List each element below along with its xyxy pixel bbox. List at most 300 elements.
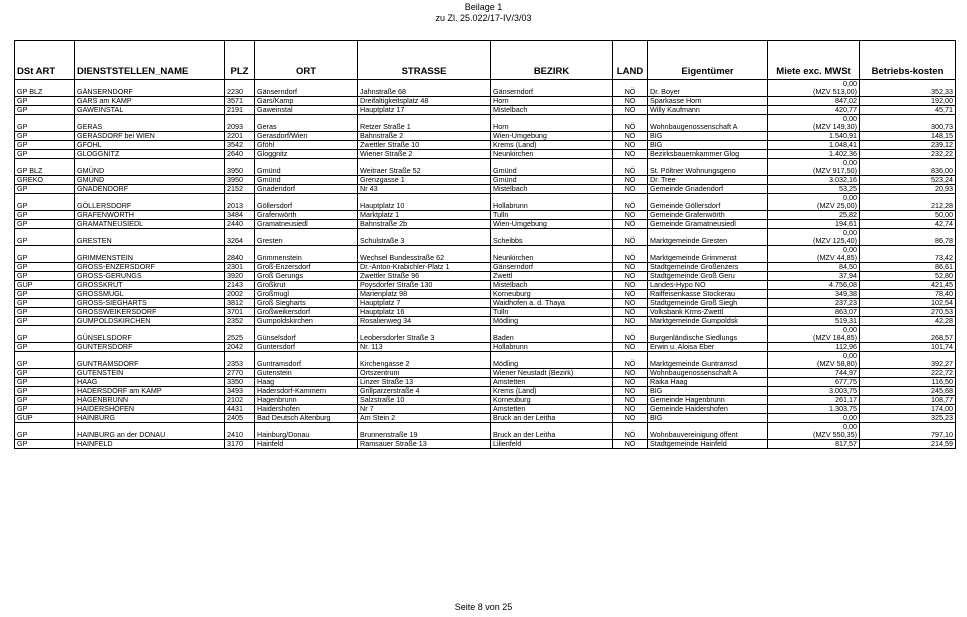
table-row [15,263,956,272]
cell-name: HAINBURG [75,414,225,423]
cell-plz: 2640 [225,150,255,159]
col-header-betriebskosten: Betriebs-kosten [860,41,956,80]
cell-miete-value: (MZV 184,85) [813,333,857,342]
table-row [15,176,956,185]
cell-land: NÖ [613,423,648,440]
cell-eigentuemer: Bezirksbauernkammer Glog [648,150,768,159]
cell-betriebskosten: 78,40 [860,290,956,299]
cell-ort: Gumpoldskirchen [255,317,358,326]
cell-strasse: Nr 43 [358,185,491,194]
cell-miete: 112,96 [768,343,860,352]
cell-miete: 817,57 [768,440,860,449]
table-row [15,132,956,141]
table-row [15,80,956,97]
cell-bezirk: Baden [491,326,613,343]
cell-bezirk: Krems (Land) [491,141,613,150]
cell-miete: 1.303,75 [768,405,860,414]
cell-plz: 2410 [225,423,255,440]
cell-miete-top: 0,00 [843,228,857,237]
cell-land: NÖ [613,290,648,299]
table-row [15,440,956,449]
table-row [15,414,956,423]
cell-miete-value: (MZV 149,30) [813,122,857,131]
cell-strasse: Grenzgasse 1 [358,176,491,185]
cell-strasse: Hauptplatz 17 [358,106,491,115]
cell-strasse: Marienplatz 98 [358,290,491,299]
cell-miete: 0,00 [768,414,860,423]
cell-bezirk: Wiener Neustadt (Bezirk) [491,369,613,378]
cell-bezirk: Wien-Umgebung [491,220,613,229]
cell-betriebskosten: 245,68 [860,387,956,396]
cell-land: NÖ [613,220,648,229]
cell-ort: Grafenwörth [255,211,358,220]
cell-name: GROSSWEIKERSDORF [75,308,225,317]
cell-plz: 2152 [225,185,255,194]
cell-land: NÖ [613,246,648,263]
cell-art: GP [15,326,75,343]
cell-art: GP [15,220,75,229]
cell-plz: 4431 [225,405,255,414]
cell-eigentuemer: Marktgemeinde Gresten [648,229,768,246]
cell-plz: 2093 [225,115,255,132]
cell-art: GP [15,263,75,272]
cell-name: GROSSMUGL [75,290,225,299]
table-row [15,326,956,343]
col-header-ort: ORT [255,41,358,80]
cell-strasse: Wiener Straße 2 [358,150,491,159]
cell-miete: 84,50 [768,263,860,272]
cell-name: GROSS-ENZERSDORF [75,263,225,272]
cell-land: NÖ [613,299,648,308]
cell-name: GRIMMENSTEIN [75,246,225,263]
cell-eigentuemer: Gemeinde Haidershofen [648,405,768,414]
table-row [15,369,956,378]
cell-land: NÖ [613,343,648,352]
cell-ort: Grimmenstein [255,246,358,263]
cell-betriebskosten: 45,71 [860,106,956,115]
cell-eigentuemer: Marktgemeinde Gumpoldsk [648,317,768,326]
cell-eigentuemer: Dr. Tree [648,176,768,185]
table-row [15,299,956,308]
cell-plz: 2770 [225,369,255,378]
cell-plz: 2352 [225,317,255,326]
cell-miete: 349,38 [768,290,860,299]
cell-art: GP BLZ [15,80,75,97]
cell-name: GERAS [75,115,225,132]
cell-strasse: Hauptplatz 7 [358,299,491,308]
cell-name: HAIDERSHOFEN [75,405,225,414]
cell-art: GP [15,272,75,281]
cell-name: GUMPOLDSKIRCHEN [75,317,225,326]
cell-betriebskosten: 148,15 [860,132,956,141]
table-row [15,396,956,405]
cell-betriebskosten: 116,50 [860,378,956,387]
cell-miete: 25,82 [768,211,860,220]
cell-art: GP [15,343,75,352]
cell-bezirk: Gänserndorf [491,80,613,97]
cell-eigentuemer: Marktgemeinde Guntramsd [648,352,768,369]
cell-betriebskosten: 232,22 [860,150,956,159]
cell-eigentuemer: St. Pöltner Wohnungsgeno [648,159,768,176]
cell-land: NÖ [613,150,648,159]
cell-betriebskosten: 222,72 [860,369,956,378]
cell-plz: 3264 [225,229,255,246]
cell-bezirk: Bruck an der Leitha [491,423,613,440]
cell-eigentuemer: Burgenländische Siedlungs [648,326,768,343]
cell-ort: Gänserndorf [255,80,358,97]
table-row [15,185,956,194]
cell-name: GUNTERSDORF [75,343,225,352]
table-body [15,80,956,449]
cell-land: NÖ [613,106,648,115]
cell-strasse: Hauptplatz 16 [358,308,491,317]
cell-eigentuemer: Dr. Boyer [648,80,768,97]
cell-miete: 3.032,16 [768,176,860,185]
cell-miete: 677,75 [768,378,860,387]
cell-plz: 2191 [225,106,255,115]
cell-eigentuemer: Raiffeisenkasse Stockerau [648,290,768,299]
cell-eigentuemer: BIG [648,387,768,396]
cell-plz: 2013 [225,194,255,211]
cell-plz: 2301 [225,263,255,272]
cell-name: GÜNSELSDORF [75,326,225,343]
cell-miete-top: 0,00 [843,325,857,334]
cell-miete-top: 0,00 [843,422,857,431]
cell-betriebskosten: 42,28 [860,317,956,326]
cell-strasse: Poysdorfer Straße 130 [358,281,491,290]
cell-name: GRAFENWÖRTH [75,211,225,220]
cell-bezirk: Hollabrunn [491,194,613,211]
reference-number: zu Zl. 25.022/17-IV/3/03 [435,13,532,23]
cell-betriebskosten: 836,00 [860,159,956,176]
cell-miete-value: (MZV 550,35) [813,430,857,439]
cell-land: NÖ [613,263,648,272]
cell-land: NÖ [613,281,648,290]
cell-strasse: Kirchengasse 2 [358,352,491,369]
cell-bezirk: Mödling [491,317,613,326]
cell-betriebskosten: 214,59 [860,440,956,449]
cell-bezirk: Lilienfeld [491,440,613,449]
table-row [15,281,956,290]
cell-betriebskosten: 270,53 [860,308,956,317]
cell-name: GMÜND [75,159,225,176]
cell-plz: 3701 [225,308,255,317]
cell-betriebskosten: 50,00 [860,211,956,220]
cell-strasse: Wechsel Bundesstraße 62 [358,246,491,263]
cell-art: GP [15,369,75,378]
cell-miete-value: (MZV 25,00) [817,201,857,210]
cell-land: NÖ [613,378,648,387]
cell-name: GAWEINSTAL [75,106,225,115]
table-row [15,115,956,132]
cell-strasse: Zwettler Straße 96 [358,272,491,281]
col-header-plz: PLZ [225,41,255,80]
cell-art: GP [15,132,75,141]
cell-art: GP [15,97,75,106]
cell-plz: 3920 [225,272,255,281]
cell-strasse: Salzstraße 10 [358,396,491,405]
cell-miete: 744,97 [768,369,860,378]
cell-miete: 261,17 [768,396,860,405]
cell-art: GP [15,290,75,299]
cell-name: GUNTRAMSDORF [75,352,225,369]
cell-ort: Groß Siegharts [255,299,358,308]
cell-name: GROSS-GERUNGS [75,272,225,281]
cell-strasse: Dr.-Anton-Krabichler-Platz 1 [358,263,491,272]
cell-ort: Großweikersdorf [255,308,358,317]
cell-ort: Gaweinstal [255,106,358,115]
cell-ort: Hainfeld [255,440,358,449]
cell-plz: 2353 [225,352,255,369]
cell-miete-value: (MZV 44,85) [817,253,857,262]
cell-bezirk: Krems (Land) [491,387,613,396]
cell-miete [768,80,860,97]
cell-art: GP [15,378,75,387]
cell-land: NÖ [613,414,648,423]
cell-bezirk: Neunkirchen [491,150,613,159]
cell-miete-value: (MZV 917,50) [813,166,857,175]
attachment-label: Beilage 1 [464,2,503,12]
cell-eigentuemer: BIG [648,132,768,141]
cell-land: NÖ [613,387,648,396]
cell-strasse: Bahnstraße 2b [358,220,491,229]
table-row [15,352,956,369]
cell-land: NÖ [613,396,648,405]
cell-bezirk: Amstetten [491,378,613,387]
cell-art: GP [15,317,75,326]
cell-bezirk: Scheibbs [491,229,613,246]
cell-ort: Göllersdorf [255,194,358,211]
cell-betriebskosten: 192,00 [860,97,956,106]
cell-miete-top: 0,00 [843,245,857,254]
col-header-name: DIENSTSTELLEN_NAME [75,41,225,80]
cell-land: NÖ [613,229,648,246]
cell-name: GÖLLERSDORF [75,194,225,211]
cell-bezirk: Horn [491,115,613,132]
cell-ort: Gresten [255,229,358,246]
cell-strasse: Bahnstraße 2 [358,132,491,141]
cell-eigentuemer: Gemeinde Grafenwörth [648,211,768,220]
cell-betriebskosten: 101,74 [860,343,956,352]
cell-eigentuemer: Wohnbaugenossenschaft A [648,369,768,378]
cell-name: GFÖHL [75,141,225,150]
cell-bezirk: Hollabrunn [491,343,613,352]
cell-ort: Geras [255,115,358,132]
cell-betriebskosten: 52,80 [860,272,956,281]
cell-ort: Gföhl [255,141,358,150]
cell-ort: Hadersdorf-Kammern [255,387,358,396]
cell-betriebskosten: 392,27 [860,352,956,369]
cell-miete: 1.402,36 [768,150,860,159]
table-row [15,378,956,387]
cell-land: NÖ [613,405,648,414]
cell-miete [768,423,860,440]
cell-land: NÖ [613,440,648,449]
cell-plz: 2201 [225,132,255,141]
cell-eigentuemer: BIG [648,414,768,423]
cell-ort: Guntersdorf [255,343,358,352]
cell-art: GP [15,352,75,369]
cell-bezirk: Gmünd [491,159,613,176]
col-header-art: DSt ART [15,41,75,80]
cell-land: NÖ [613,185,648,194]
table-row [15,159,956,176]
cell-name: GÄNSERNDORF [75,80,225,97]
cell-name: GRAMATNEUSIEDL [75,220,225,229]
cell-bezirk: Gmünd [491,176,613,185]
cell-art: GP [15,229,75,246]
cell-land: NÖ [613,317,648,326]
cell-ort: Haidershofen [255,405,358,414]
cell-eigentuemer: Marktgemeinde Grimmenst [648,246,768,263]
cell-bezirk: Neunkirchen [491,246,613,263]
cell-bezirk: Tulln [491,308,613,317]
cell-miete: 194,61 [768,220,860,229]
cell-miete: 3.003,75 [768,387,860,396]
cell-name: GERASDORF bei WIEN [75,132,225,141]
cell-ort: Günselsdorf [255,326,358,343]
cell-eigentuemer: Stadtgemeinde Hainfeld [648,440,768,449]
cell-betriebskosten: 86,78 [860,229,956,246]
col-header-bezirk: BEZIRK [491,41,613,80]
cell-name: GROSS-SIEGHARTS [75,299,225,308]
cell-art: GP [15,150,75,159]
cell-bezirk: Mistelbach [491,106,613,115]
cell-strasse: Marktplatz 1 [358,211,491,220]
cell-miete-top: 0,00 [843,351,857,360]
col-header-strasse: STRASSE [358,41,491,80]
cell-bezirk: Tulln [491,211,613,220]
cell-betriebskosten: 86,61 [860,263,956,272]
cell-strasse: Leobersdorfer Straße 3 [358,326,491,343]
table-row [15,405,956,414]
cell-name: GLOGGNITZ [75,150,225,159]
cell-miete-value: (MZV 125,40) [813,236,857,245]
cell-land: NÖ [613,272,648,281]
cell-ort: Hainburg/Donau [255,423,358,440]
cell-strasse: Hauptplatz 10 [358,194,491,211]
table-row [15,211,956,220]
table-row [15,229,956,246]
cell-ort: Gars/Kamp [255,97,358,106]
cell-bezirk: Mistelbach [491,281,613,290]
cell-eigentuemer: Gemeinde Gramatneusiedl [648,220,768,229]
col-header-eigentuemer: Eigentümer [648,41,768,80]
cell-art: GP [15,115,75,132]
cell-eigentuemer: Stadtgemeinde Groß Geru [648,272,768,281]
table-row [15,106,956,115]
cell-ort: Gmünd [255,159,358,176]
cell-plz: 2405 [225,414,255,423]
cell-ort: Haag [255,378,358,387]
cell-art: GREKO [15,176,75,185]
cell-land: NÖ [613,97,648,106]
cell-art: GP [15,396,75,405]
cell-eigentuemer: Gemeinde Gnadendorf [648,185,768,194]
cell-plz: 2042 [225,343,255,352]
cell-ort: Gutenstein [255,369,358,378]
cell-miete-top: 0,00 [843,79,857,88]
cell-strasse: Schulstraße 3 [358,229,491,246]
cell-eigentuemer: Volksbank Krms-Zwettl [648,308,768,317]
cell-miete: 237,23 [768,299,860,308]
cell-plz: 3484 [225,211,255,220]
cell-betriebskosten: 212,28 [860,194,956,211]
cell-art: GP [15,141,75,150]
document-header [0,2,967,24]
cell-eigentuemer: Wohnbaugenossenschaft A [648,115,768,132]
cell-betriebskosten: 268,57 [860,326,956,343]
cell-plz: 2230 [225,80,255,97]
cell-ort: Gloggnitz [255,150,358,159]
cell-eigentuemer: Erwin u. Aloisa Eber [648,343,768,352]
cell-art: GP [15,299,75,308]
cell-miete-top: 0,00 [843,193,857,202]
cell-strasse: Nr 7 [358,405,491,414]
cell-ort: Gerasdorf/Wien [255,132,358,141]
cell-miete: 847,02 [768,97,860,106]
cell-ort: Gramatneusiedl [255,220,358,229]
cell-miete [768,159,860,176]
cell-eigentuemer: Stadtgemeinde Großenzers [648,263,768,272]
cell-art: GP [15,423,75,440]
cell-strasse: Am Stein 2 [358,414,491,423]
cell-art: GP [15,106,75,115]
cell-plz: 3950 [225,159,255,176]
cell-strasse: Nr. 113 [358,343,491,352]
cell-strasse: Retzer Straße 1 [358,115,491,132]
cell-art: GP [15,308,75,317]
page-number: Seite 8 von 25 [454,602,513,612]
cell-miete [768,326,860,343]
table-row [15,194,956,211]
cell-land: NÖ [613,176,648,185]
cell-art: GÜP [15,414,75,423]
cell-strasse: Ortszentrum [358,369,491,378]
cell-name: HAGENBRUNN [75,396,225,405]
table-row [15,272,956,281]
cell-name: HAINBURG an der DONAU [75,423,225,440]
table-row [15,220,956,229]
table-row [15,141,956,150]
cell-plz: 3542 [225,141,255,150]
table-header-row [15,41,956,80]
cell-miete: 1.540,91 [768,132,860,141]
cell-art: GP [15,194,75,211]
cell-ort: Gmünd [255,176,358,185]
cell-miete: 1.048,41 [768,141,860,150]
table-row [15,387,956,396]
cell-miete: 53,25 [768,185,860,194]
cell-ort: Groß Gerungs [255,272,358,281]
table-row [15,290,956,299]
cell-ort: Bad Deutsch Altenburg [255,414,358,423]
cell-ort: Großkrut [255,281,358,290]
cell-name: HADERSDORF am KAMP [75,387,225,396]
cell-land: NÖ [613,141,648,150]
cell-name: GNADENDORF [75,185,225,194]
cell-miete: 37,94 [768,272,860,281]
cell-ort: Hagenbrunn [255,396,358,405]
cell-art: GP BLZ [15,159,75,176]
cell-land: NÖ [613,369,648,378]
cell-ort: Groß-Enzersdorf [255,263,358,272]
cell-miete-top: 0,00 [843,158,857,167]
cell-land: NÖ [613,132,648,141]
cell-strasse: Grillparzerstraße 4 [358,387,491,396]
cell-eigentuemer: Gemeinde Göllersdorf [648,194,768,211]
cell-eigentuemer: Stadtgemeinde Groß Siegh [648,299,768,308]
